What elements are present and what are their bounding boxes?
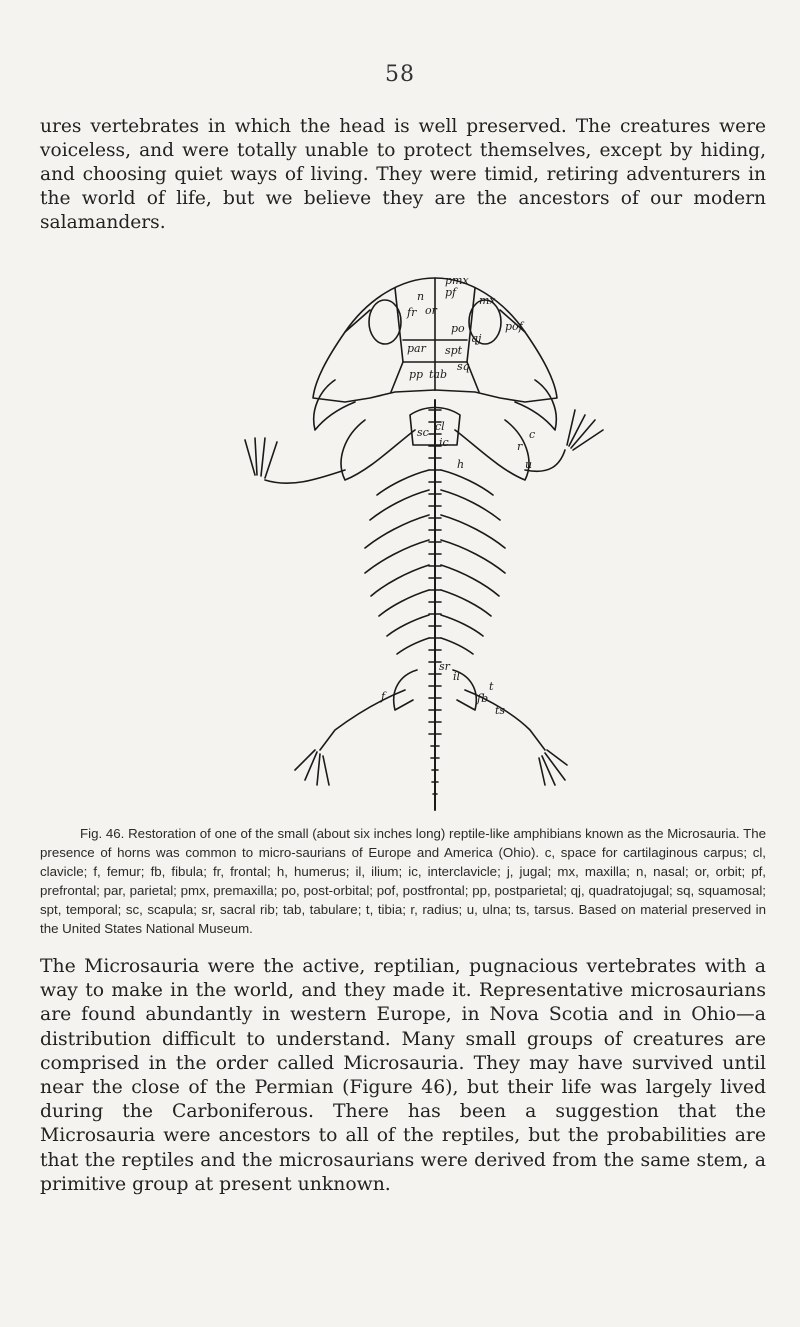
page-number: 58 <box>385 62 415 87</box>
label-r: r <box>517 440 523 453</box>
label-pf: pf <box>445 286 457 299</box>
label-fb: fb <box>477 692 489 705</box>
microsaur-skeleton-drawing <box>195 270 675 830</box>
label-n: n <box>417 290 425 303</box>
label-sr: sr <box>439 660 450 673</box>
label-il: il <box>453 670 461 683</box>
label-pof: pof <box>505 320 523 333</box>
left-forelimb <box>245 438 345 483</box>
caption-text: Fig. 46. Restoration of one of the small (about six inches long) reptile-like amphibians known as the Microsauria. The presence of horns was common to micro-saurians of Europe and America (Ohio). c, space for cartilaginous carpus; cl, clavicle; f, femur; fb, fibula; fr, frontal; h, humerus; il, ilium; ic, interclavicle; j, jugal; mx, maxilla; n, nasal; or, orbit; pf, prefrontal; par, parietal; pmx, premaxilla; po, post-orbital; pof, postfrontal; pp, postparietal; qj, quadratojugal; sq, squamosal; spt, temporal; sc, scapula; sr, sacral rib; tab, tabulare; t, tibia; r, radius; u, ulna; ts, tarsus. Based on material preserved in the United States National Museum. <box>40 826 766 936</box>
left-orbit <box>369 300 401 344</box>
figure-caption <box>40 824 766 938</box>
label-mx: mx <box>479 294 496 307</box>
label-tab: tab <box>429 368 448 381</box>
label-cl: cl <box>435 420 445 433</box>
label-po: po <box>451 322 465 335</box>
label-c: c <box>529 428 536 441</box>
label-t: t <box>489 680 494 693</box>
label-f: f <box>381 690 386 703</box>
label-fr: fr <box>407 306 417 319</box>
label-spt: spt <box>445 344 463 357</box>
left-horn <box>314 380 355 430</box>
label-u: u <box>525 458 533 471</box>
label-ts: ts <box>495 704 506 717</box>
right-horn <box>515 380 556 430</box>
label-pp: pp <box>409 368 424 381</box>
label-h: h <box>457 458 465 471</box>
paragraph-top: ures vertebrates in which the head is well preserved. The creatures were voiceless, and were totally unable to protect themselves, except by hiding, and choosing quiet ways of living. They were timid, retiring adventurers in the world of life, but we believe they are the ancestors of our modern salamanders. <box>40 116 766 233</box>
label-pmx: pmx <box>445 274 469 287</box>
paragraph-bottom: The Microsauria were the active, reptilian, pugnacious vertebrates with a way to make in the world, and they made it. Representative microsaurians are found abundantly in western Europe, in Nova Scotia and in Ohio—a distribution difficult to understand. Many small groups of creatures are comprised in the order called Microsauria. They may have survived until near the close of the Permian (Figure 46), but their life was largely lived during the Carboniferous. There has been a suggestion that the Microsauria were ancestors to all of the reptiles, but the probabilities are that the reptiles and the microsaurians were derived from the same stem, a primitive group at present unknown. <box>40 956 766 1195</box>
label-qj: qj <box>471 332 482 345</box>
label-par: par <box>407 342 426 355</box>
right-forelimb <box>525 410 603 471</box>
label-sc: sc <box>417 426 429 439</box>
label-or: or <box>425 304 437 317</box>
label-sq: sq <box>457 360 470 373</box>
skeleton-figure <box>195 270 675 830</box>
left-hindlimb <box>295 690 405 785</box>
label-ic: ic <box>439 436 449 449</box>
